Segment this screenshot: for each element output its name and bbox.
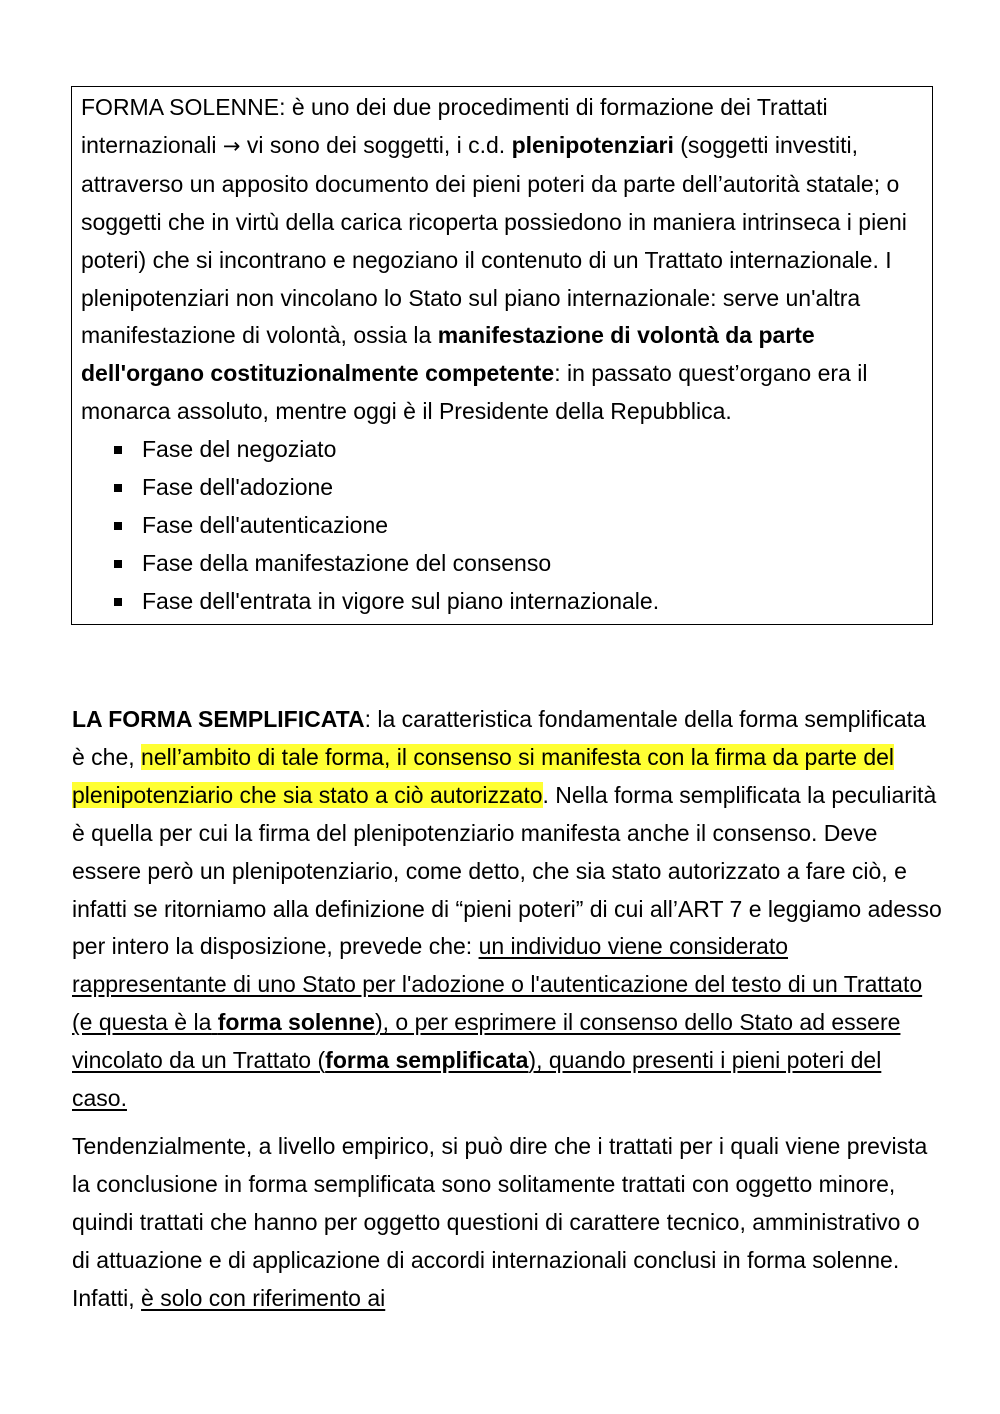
text-segment: ), o per esprimere il consenso dello Stato ad essere vincolato da un Trattato ( [72,1009,901,1074]
text-segment: : la caratteristica fondamentale della forma semplificata è che, [72,706,926,770]
bold-term-forma-semplificata: forma semplificata [325,1047,529,1074]
underlined-quote [72,933,922,1111]
tendenzialmente-paragraph [72,1128,942,1318]
list-item: Fase del negoziato [142,431,924,469]
text-segment: un individuo viene considerato rappresentante di uno Stato per l'adozione o l'autenticazione del testo di un Trattato (e questa è la [72,933,923,1036]
list-item: Fase dell'adozione [142,469,924,507]
highlighted-text: nell’ambito di tale forma, il consenso si manifesta con la firma da parte del plenipotenziario che sia stato a ciò autorizzato [72,743,895,808]
list-item: Fase della manifestazione del consenso [142,545,924,583]
forma-solenne-box [71,86,933,625]
text-segment: FORMA SOLENNE: è uno dei due procedimenti di formazione dei Trattati internazionali [81,94,828,158]
text-segment: vi sono dei soggetti, i c.d. [246,131,506,158]
forma-semplificata-paragraph [72,701,942,1118]
phases-list [81,431,924,621]
text-segment: (soggetti investiti, attraverso un apposito documento dei pieni poteri da parte dell’autorità statale; o soggetti che in virtù della carica ricoperta possiedono in maniera intrinseca i pieni poteri) che si incontrano e negoziano il contenuto di un Trattato internazionale. I plenipotenziari non vincolano lo Stato sul piano internazionale: serve un'altra manifestazione di volontà, ossia la [81,131,907,349]
arrow-right-icon: → [222,133,241,158]
text-segment: ), quando presenti i pieni poteri del caso. [72,1047,882,1112]
underlined-text: è solo con riferimento ai [141,1284,386,1311]
tendenzialmente-section [72,1128,942,1318]
list-item: Fase dell'entrata in vigore sul piano internazionale. [142,583,924,621]
bold-term-forma-solenne: forma solenne [217,1009,375,1036]
forma-semplificata-section [72,701,942,1118]
bold-term-plenipotenziari: plenipotenziari [511,131,674,158]
text-segment: Tendenzialmente, a livello empirico, si può dire che i trattati per i quali viene prevista la conclusione in forma semplificata sono solitamente trattati con oggetto minore, quindi trattati che hanno per oggetto questioni di carattere tecnico, amministrativo o di attuazione e di applicazione di accordi internazionali conclusi in forma solenne. Infatti, [72,1133,928,1311]
forma-solenne-paragraph [81,89,924,431]
section-title: LA FORMA SEMPLIFICATA [72,706,365,732]
bold-term-manifestazione: manifestazione di volontà da parte dell'organo costituzionalmente competente [81,322,815,387]
text-segment: . Nella forma semplificata la peculiarità è quella per cui la firma del plenipotenziario manifesta anche il consenso. Deve essere però un plenipotenziario, come detto, che sia stato autorizzato a fare ciò, e infatti se ritorniamo alla definizione di “pieni poteri” di cui all’ART 7 e leggiamo adesso per intero la disposizione, prevede che: [72,781,942,960]
list-item: Fase dell'autenticazione [142,507,924,545]
text-segment: : in passato quest’organo era il monarca assoluto, mentre oggi è il Presidente della Repubblica. [81,360,868,425]
